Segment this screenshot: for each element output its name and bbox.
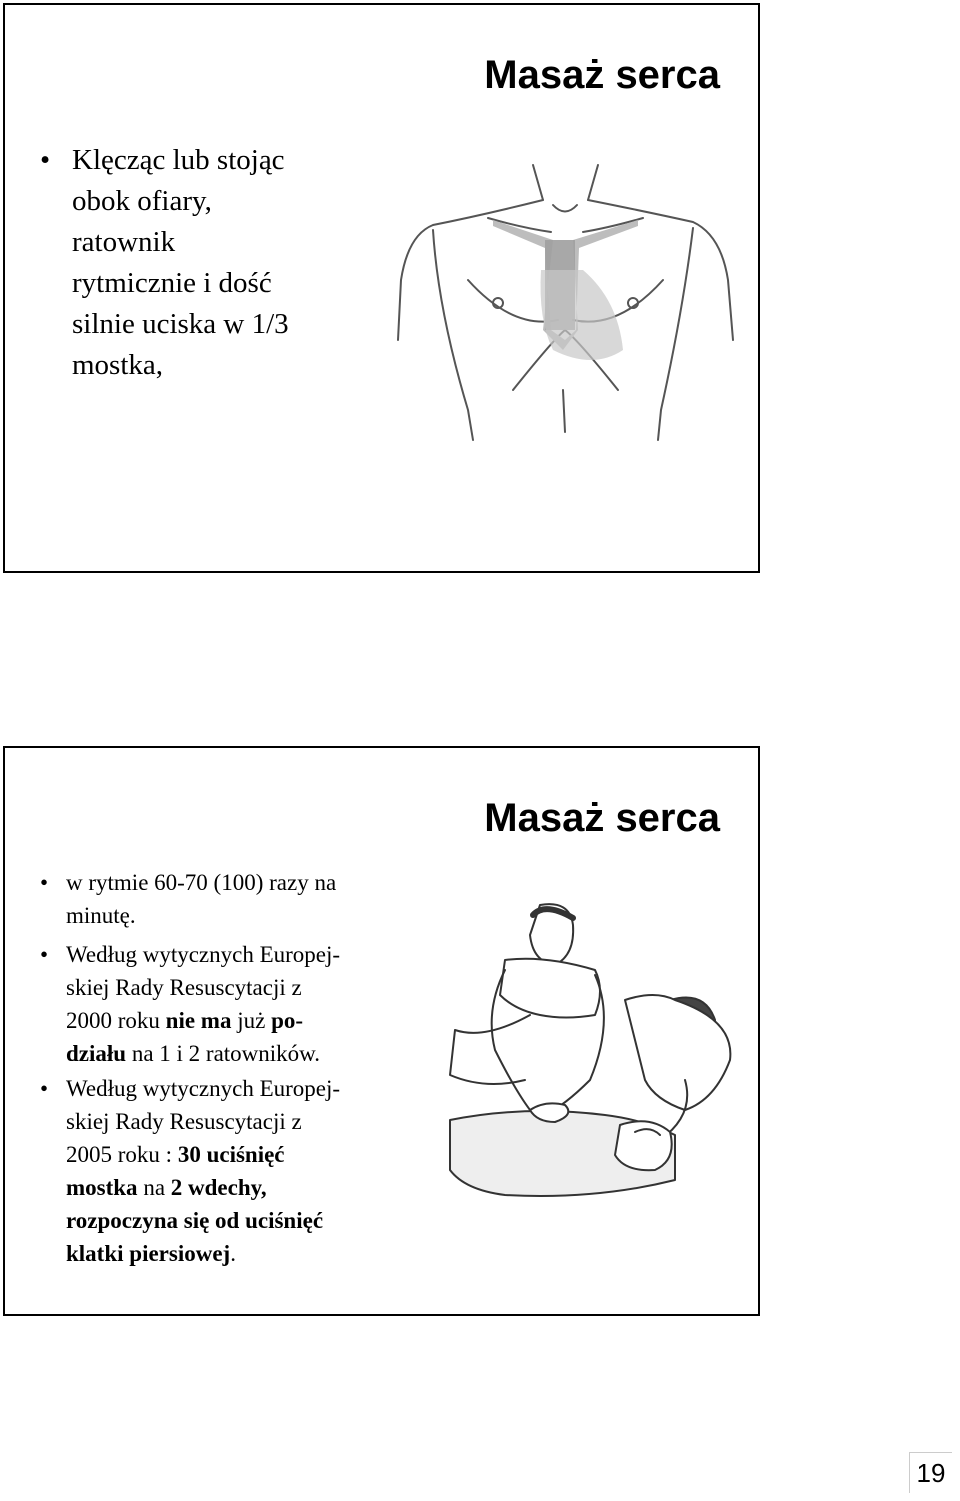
chest-illustration bbox=[393, 160, 738, 445]
text-run: . bbox=[230, 1241, 236, 1266]
slide-2-bullet-2 bbox=[40, 938, 340, 1070]
text-run: na 1 i 2 ratowników. bbox=[126, 1041, 321, 1066]
bullet-dot: • bbox=[40, 144, 51, 176]
text-run: Według wytycznych Europej- skiej Rady Resuscytacji z 2000 roku bbox=[66, 942, 341, 1033]
text-run: Według wytycznych Europej- skiej Rady Resuscytacji z 2005 roku : bbox=[66, 1076, 341, 1167]
bold-run: 30 uciśnięć mostka bbox=[66, 1142, 285, 1200]
bold-run: po- działu bbox=[66, 1008, 304, 1066]
text-run: już bbox=[231, 1008, 272, 1033]
bullet-text bbox=[66, 938, 340, 1070]
bullet-dot: • bbox=[40, 870, 49, 895]
slide-2-bullet-3 bbox=[40, 1072, 340, 1270]
slide-2-bullet-1 bbox=[40, 866, 336, 932]
bullet-dot: • bbox=[40, 1076, 49, 1101]
bullet-text: Klęcząc lub stojąc obok ofiary, ratownik rytmicznie i dość silnie uciska w 1/3 mostka, bbox=[72, 144, 289, 381]
bullet-text: w rytmie 60-70 (100) razy na minutę. bbox=[66, 870, 337, 928]
slide-2-title: Masaż serca bbox=[484, 796, 720, 840]
bold-run: 2 wdechy, rozpoczyna się od uciśnięć klatki piersiowej bbox=[66, 1175, 324, 1266]
page-number: 19 bbox=[909, 1452, 952, 1493]
slide-1-bullet bbox=[40, 140, 289, 386]
bullet-dot: • bbox=[40, 942, 49, 967]
cpr-illustration bbox=[445, 900, 745, 1205]
bold-run: nie ma bbox=[165, 1008, 232, 1033]
slide-1-title: Masaż serca bbox=[484, 53, 720, 97]
bullet-text bbox=[66, 1072, 340, 1270]
text-run: na bbox=[137, 1175, 171, 1200]
